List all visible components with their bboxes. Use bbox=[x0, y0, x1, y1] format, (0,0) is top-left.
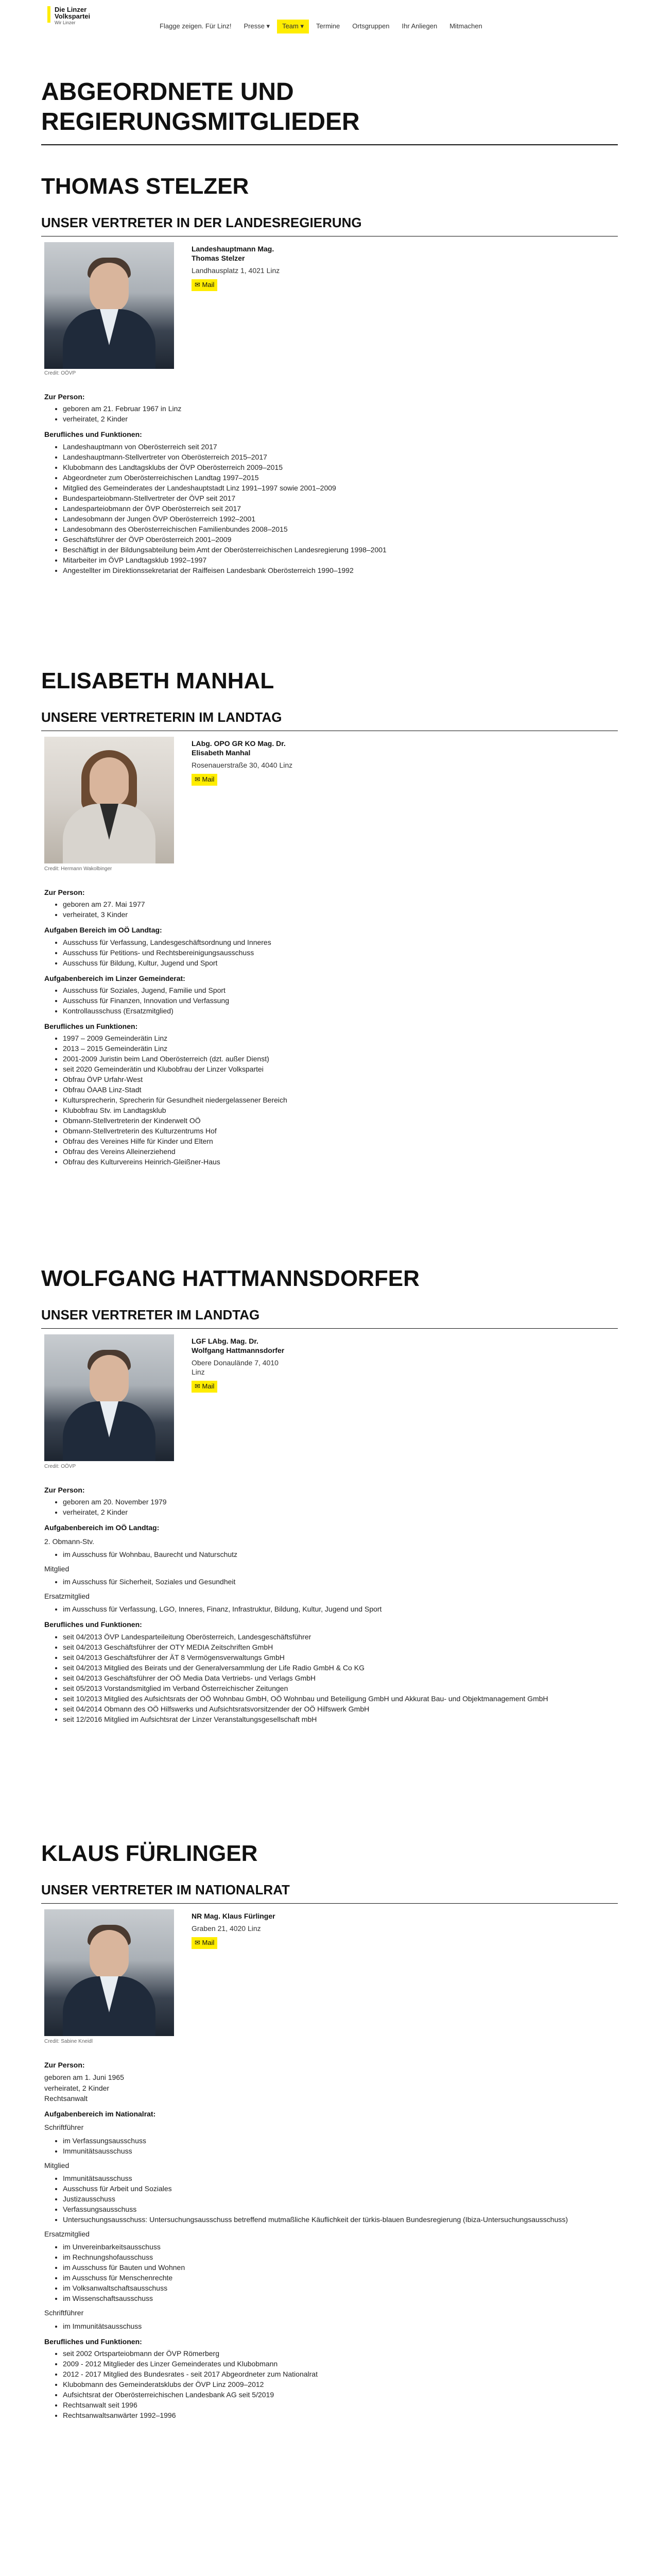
site-logo[interactable] bbox=[47, 6, 114, 25]
list-item: • Klubobmann des Landtagsklubs der ÖVP Oberösterreich 2009–2015 bbox=[63, 463, 616, 472]
section-label: Aufgabenbereich im Linzer Gemeinderat: bbox=[44, 974, 185, 982]
section-label: Zur Person: bbox=[44, 2061, 85, 2069]
photo-credit: Credit: OÖVP bbox=[44, 1464, 76, 1469]
list-item: • Ausschuss für Arbeit und Soziales bbox=[63, 2184, 616, 2194]
list-item: • 2013 – 2015 Gemeinderätin Linz bbox=[63, 1044, 616, 1054]
contact-title: Landeshauptmann Mag. bbox=[192, 245, 274, 253]
main-nav bbox=[154, 20, 490, 33]
photo-fuerlinger bbox=[44, 1909, 174, 2036]
list-item: • im Ausschuss für Menschenrechte bbox=[63, 2273, 616, 2283]
mail-button[interactable]: ✉ Mail bbox=[192, 279, 217, 291]
nav-mitmachen[interactable]: Mitmachen bbox=[449, 22, 482, 30]
list-item: • geboren am 20. November 1979 bbox=[63, 1497, 616, 1507]
subsection-label: Schriftführer bbox=[44, 2123, 84, 2132]
list-item: • Mitarbeiter im ÖVP Landtagsklub 1992–1997 bbox=[63, 555, 616, 565]
list-item: • Rechtsanwaltsanwärter 1992–1996 bbox=[63, 2411, 616, 2420]
person-name-hattmannsdorfer: WOLFGANG HATTMANNSDORFER bbox=[41, 1266, 420, 1291]
list-item: • Landesobmann des Oberösterreichischen Familienbundes 2008–2015 bbox=[63, 524, 616, 534]
contact-title: NR Mag. Klaus Fürlinger bbox=[192, 1912, 275, 1920]
page-title: ABGEORDNETE UND REGIERUNGSMITGLIEDER bbox=[41, 77, 618, 145]
contact-title: LGF LAbg. Mag. Dr. bbox=[192, 1337, 258, 1345]
bio-hattmannsdorfer bbox=[44, 1480, 616, 1728]
mitglied-list bbox=[63, 2174, 616, 2225]
photo-stelzer bbox=[44, 242, 174, 369]
list-item: • im Wissenschaftsausschuss bbox=[63, 2294, 616, 2303]
list-item: • Immunitätsausschuss bbox=[63, 2174, 616, 2183]
list-item: • seit 04/2013 ÖVP Landesparteileitung Oberösterreich, Landesgeschäftsführer bbox=[63, 1632, 616, 1642]
list-item: • seit 10/2013 Mitglied des Aufsichtsrats der OÖ Wohnbau GmbH, OÖ Wohnbau und Beteiligung GmbH und Akkurat Bau- und Objektmanagement GmbH bbox=[63, 1694, 616, 1704]
schrift2-list bbox=[63, 2321, 616, 2331]
bio-manhal bbox=[44, 882, 616, 1171]
contact-address: Graben 21, 4020 Linz bbox=[192, 1924, 261, 1933]
role-header-hattmannsdorfer: UNSER VERTRETER IM LANDTAG bbox=[41, 1306, 618, 1329]
list-item: • Geschäftsführer der ÖVP Oberösterreich 2001–2009 bbox=[63, 535, 616, 545]
list-item: • Immunitätsausschuss bbox=[63, 2146, 616, 2156]
person-name-fuerlinger: KLAUS FÜRLINGER bbox=[41, 1841, 258, 1866]
person-name-stelzer: THOMAS STELZER bbox=[41, 174, 249, 199]
logo-bar bbox=[47, 6, 50, 23]
contact-address: Rosenauerstraße 30, 4040 Linz bbox=[192, 761, 293, 769]
role-header-fuerlinger: UNSER VERTRETER IM NATIONALRAT bbox=[41, 1880, 618, 1904]
contact-title: LAbg. OPO GR KO Mag. Dr. bbox=[192, 739, 286, 748]
nav-flagge[interactable]: Flagge zeigen. Für Linz! bbox=[160, 22, 232, 30]
section-label: Zur Person: bbox=[44, 393, 85, 401]
role-header-stelzer: UNSER VERTRETER IN DER LANDESREGIERUNG bbox=[41, 213, 618, 236]
mitglied-list bbox=[63, 1577, 616, 1587]
list-item: • Ausschuss für Finanzen, Innovation und Verfassung bbox=[63, 996, 616, 1006]
list-item: • seit 04/2013 Mitglied des Beirats und der Generalversammlung der Life Radio GmbH & Co KG bbox=[63, 1663, 616, 1673]
list-item: • im Ausschuss für Verfassung, LGO, Inneres, Finanz, Infrastruktur, Bildung, Kultur, Jugend und Sport bbox=[63, 1604, 616, 1614]
nav-anliegen[interactable]: Ihr Anliegen bbox=[402, 22, 438, 30]
list-item: • Landeshauptmann-Stellvertreter von Oberösterreich 2015–2017 bbox=[63, 452, 616, 462]
section-label: Aufgabenbereich im OÖ Landtag: bbox=[44, 1523, 160, 1532]
list-item: • 1997 – 2009 Gemeinderätin Linz bbox=[63, 1033, 616, 1043]
contact-address: Obere Donaulände 7, 4010 Linz bbox=[192, 1359, 279, 1376]
contact-title: Wolfgang Hattmannsdorfer bbox=[192, 1346, 285, 1354]
subsection-label: Schriftführer bbox=[44, 2309, 84, 2317]
list-item: • im Unvereinbarkeitsausschuss bbox=[63, 2242, 616, 2252]
section-label: Aufgaben Bereich im OÖ Landtag: bbox=[44, 926, 162, 935]
bio-list bbox=[63, 900, 616, 920]
list-item: • im Verfassungsausschuss bbox=[63, 2136, 616, 2146]
list-item: • Untersuchungsausschuss: Untersuchungsausschuss betreffend mutmaßliche Käuflichkeit der türkis-blauen Bundesregierung (Ibiza-Untersuchungsausschuss) bbox=[63, 2215, 616, 2225]
schrift-list bbox=[63, 2136, 616, 2156]
list-item: • Ausschuss für Soziales, Jugend, Familie und Sport bbox=[63, 986, 616, 995]
nav-termine[interactable]: Termine bbox=[316, 22, 340, 30]
landtag-list bbox=[63, 938, 616, 968]
section-label: Aufgabenbereich im Nationalrat: bbox=[44, 2110, 156, 2119]
list-item: • Landeshauptmann von Oberösterreich seit 2017 bbox=[63, 442, 616, 452]
bio-line: verheiratet, 2 Kinder bbox=[44, 2083, 110, 2092]
contact-stelzer bbox=[192, 244, 449, 291]
list-item: • im Volksanwaltschaftsausschuss bbox=[63, 2283, 616, 2293]
list-item: • Beschäftigt in der Bildungsabteilung beim Amt der Oberösterreichischen Landesregierung 1998–2001 bbox=[63, 545, 616, 555]
list-item: • verheiratet, 2 Kinder bbox=[63, 414, 616, 424]
nav-ortsgruppen[interactable]: Ortsgruppen bbox=[352, 22, 390, 30]
logo-line1: Die Linzer bbox=[55, 6, 87, 13]
list-item: • Obmann-Stellvertreterin des Kulturzentrums Hof bbox=[63, 1126, 616, 1136]
section-label: Berufliches un Funktionen: bbox=[44, 1022, 138, 1030]
subsection-label: Ersatzmitglied bbox=[44, 1592, 90, 1601]
functions-list bbox=[63, 2349, 616, 2420]
list-item: • Klubobfrau Stv. im Landtagsklub bbox=[63, 1106, 616, 1115]
photo-credit: Credit: Sabine Kneidl bbox=[44, 2039, 93, 2044]
photo-hattmannsdorfer bbox=[44, 1334, 174, 1461]
list-item: • seit 04/2013 Geschäftsführer der OTY MEDIA Zeitschriften GmbH bbox=[63, 1642, 616, 1652]
section-label: Zur Person: bbox=[44, 888, 85, 896]
bio-line: geboren am 1. Juni 1965 bbox=[44, 2073, 124, 2082]
list-item: • 2009 - 2012 Mitglieder des Linzer Gemeinderates und Klubobmann bbox=[63, 2359, 616, 2369]
list-item: • seit 04/2014 Obmann des OÖ Hilfswerks und Aufsichtsratsvorsitzender der OÖ Hilfswerk GmbH bbox=[63, 1704, 616, 1714]
list-item: • Ausschuss für Petitions- und Rechtsbereinigungsausschuss bbox=[63, 948, 616, 958]
list-item: • geboren am 27. Mai 1977 bbox=[63, 900, 616, 909]
list-item: • geboren am 21. Februar 1967 in Linz bbox=[63, 404, 616, 414]
list-item: • Ausschuss für Verfassung, Landesgeschäftsordnung und Inneres bbox=[63, 938, 616, 947]
list-item: • Abgeordneter zum Oberösterreichischen Landtag 1997–2015 bbox=[63, 473, 616, 483]
subsection-label: Ersatzmitglied bbox=[44, 2230, 90, 2239]
bio-line: Rechtsanwalt bbox=[44, 2094, 88, 2103]
photo-manhal bbox=[44, 737, 174, 863]
list-item: • seit 04/2013 Geschäftsführer der ÄT 8 Vermögensverwaltungs GmbH bbox=[63, 1653, 616, 1663]
list-item: • Landesparteiobmann der ÖVP Oberösterreich seit 2017 bbox=[63, 504, 616, 514]
bio-list bbox=[63, 1497, 616, 1517]
list-item: • Kontrollausschuss (Ersatzmitglied) bbox=[63, 1006, 616, 1016]
contact-title: Elisabeth Manhal bbox=[192, 749, 251, 757]
list-item: • Justizausschuss bbox=[63, 2194, 616, 2204]
section-label: Zur Person: bbox=[44, 1486, 85, 1494]
obmann-list bbox=[63, 1550, 616, 1560]
list-item: • Rechtsanwalt seit 1996 bbox=[63, 2400, 616, 2410]
list-item: • Angestellter im Direktionssekretariat der Raiffeisen Landesbank Oberösterreich 1990–1992 bbox=[63, 566, 616, 575]
contact-hattmannsdorfer bbox=[192, 1336, 449, 1393]
contact-manhal bbox=[192, 739, 449, 786]
list-item: • Mitglied des Gemeinderates der Landeshauptstadt Linz 1991–1997 sowie 2001–2009 bbox=[63, 483, 616, 493]
section-label: Berufliches und Funktionen: bbox=[44, 1620, 142, 1629]
list-item: • verheiratet, 3 Kinder bbox=[63, 910, 616, 920]
nav-team[interactable]: Team ▾ bbox=[277, 20, 309, 33]
list-item: • Klubobmann des Gemeinderatsklubs der ÖVP Linz 2009–2012 bbox=[63, 2380, 616, 2389]
nav-presse[interactable]: Presse ▾ bbox=[244, 22, 270, 30]
list-item: • im Rechnungshofausschuss bbox=[63, 2252, 616, 2262]
list-item: • seit 2002 Ortsparteiobmann der ÖVP Römerberg bbox=[63, 2349, 616, 2359]
gemeinderat-list bbox=[63, 986, 616, 1016]
list-item: • im Ausschuss für Sicherheit, Soziales und Gesundheit bbox=[63, 1577, 616, 1587]
list-item: • Obmann-Stellvertreterin der Kinderwelt OÖ bbox=[63, 1116, 616, 1126]
role-header-manhal: UNSERE VERTRETERIN IM LANDTAG bbox=[41, 708, 618, 731]
list-item: • Obfrau ÖAAB Linz-Stadt bbox=[63, 1085, 616, 1095]
list-item: • im Ausschuss für Bauten und Wohnen bbox=[63, 2263, 616, 2273]
list-item: • im Immunitätsausschuss bbox=[63, 2321, 616, 2331]
list-item: • Verfassungsausschuss bbox=[63, 2205, 616, 2214]
section-label: Berufliches und Funktionen: bbox=[44, 2337, 142, 2346]
list-item: • seit 05/2013 Vorstandsmitglied im Verband Österreichischer Zeitungen bbox=[63, 1684, 616, 1693]
person-name-manhal: ELISABETH MANHAL bbox=[41, 668, 274, 693]
mail-button[interactable]: ✉ Mail bbox=[192, 774, 217, 786]
section-label: Berufliches und Funktionen: bbox=[44, 430, 142, 439]
functions-list bbox=[63, 1632, 616, 1724]
logo-line2: Volkspartei bbox=[55, 12, 91, 20]
list-item: • seit 12/2016 Mitglied im Aufsichtsrat der Linzer Veranstaltungsgesellschaft mbH bbox=[63, 1715, 616, 1724]
list-item: • Kultursprecherin, Sprecherin für Gesundheit niedergelassener Bereich bbox=[63, 1095, 616, 1105]
ersatz-list bbox=[63, 1604, 616, 1614]
list-item: • Aufsichtsrat der Oberösterreichischen Landesbank AG seit 5/2019 bbox=[63, 2390, 616, 2400]
list-item: • seit 04/2013 Geschäftsführer der OÖ Media Data Vertriebs- und Verlags GmbH bbox=[63, 1673, 616, 1683]
logo-sub: Wir Linzer bbox=[55, 20, 76, 25]
mail-button[interactable]: ✉ Mail bbox=[192, 1381, 217, 1393]
list-item: • Obfrau des Vereines Hilfe für Kinder und Eltern bbox=[63, 1137, 616, 1146]
mail-button[interactable]: ✉ Mail bbox=[192, 1937, 217, 1949]
contact-title: Thomas Stelzer bbox=[192, 254, 245, 262]
contact-fuerlinger bbox=[192, 1911, 449, 1949]
list-item: • Obfrau des Vereins Alleinerziehend bbox=[63, 1147, 616, 1157]
functions-list bbox=[63, 442, 616, 575]
contact-address: Landhausplatz 1, 4021 Linz bbox=[192, 266, 280, 275]
list-item: • 2001-2009 Juristin beim Land Oberösterreich (dzt. außer Dienst) bbox=[63, 1054, 616, 1064]
list-item: • Landesobmann der Jungen ÖVP Oberösterreich 1992–2001 bbox=[63, 514, 616, 524]
subsection-label: 2. Obmann-Stv. bbox=[44, 1537, 95, 1546]
list-item: • im Ausschuss für Wohnbau, Baurecht und Naturschutz bbox=[63, 1550, 616, 1560]
site-header bbox=[0, 0, 659, 61]
bio-stelzer bbox=[44, 386, 616, 580]
photo-credit: Credit: OÖVP bbox=[44, 370, 76, 376]
list-item: • 2012 - 2017 Mitglied des Bundesrates - seit 2017 Abgeordneter zum Nationalrat bbox=[63, 2369, 616, 2379]
ersatz-list bbox=[63, 2242, 616, 2303]
subsection-label: Mitglied bbox=[44, 1564, 70, 1573]
list-item: • Obfrau ÖVP Urfahr-West bbox=[63, 1075, 616, 1084]
subsection-label: Mitglied bbox=[44, 2161, 70, 2170]
bio-list bbox=[63, 404, 616, 424]
bio-fuerlinger bbox=[44, 2055, 616, 2425]
list-item: • Obfrau des Kulturvereins Heinrich-Gleißner-Haus bbox=[63, 1157, 616, 1167]
list-item: • Bundesparteiobmann-Stellvertreter der ÖVP seit 2017 bbox=[63, 494, 616, 503]
list-item: • verheiratet, 2 Kinder bbox=[63, 1507, 616, 1517]
list-item: • Ausschuss für Bildung, Kultur, Jugend und Sport bbox=[63, 958, 616, 968]
list-item: • seit 2020 Gemeinderätin und Klubobfrau der Linzer Volkspartei bbox=[63, 1064, 616, 1074]
functions-list bbox=[63, 1033, 616, 1167]
photo-credit: Credit: Hermann Wakolbinger bbox=[44, 866, 112, 872]
